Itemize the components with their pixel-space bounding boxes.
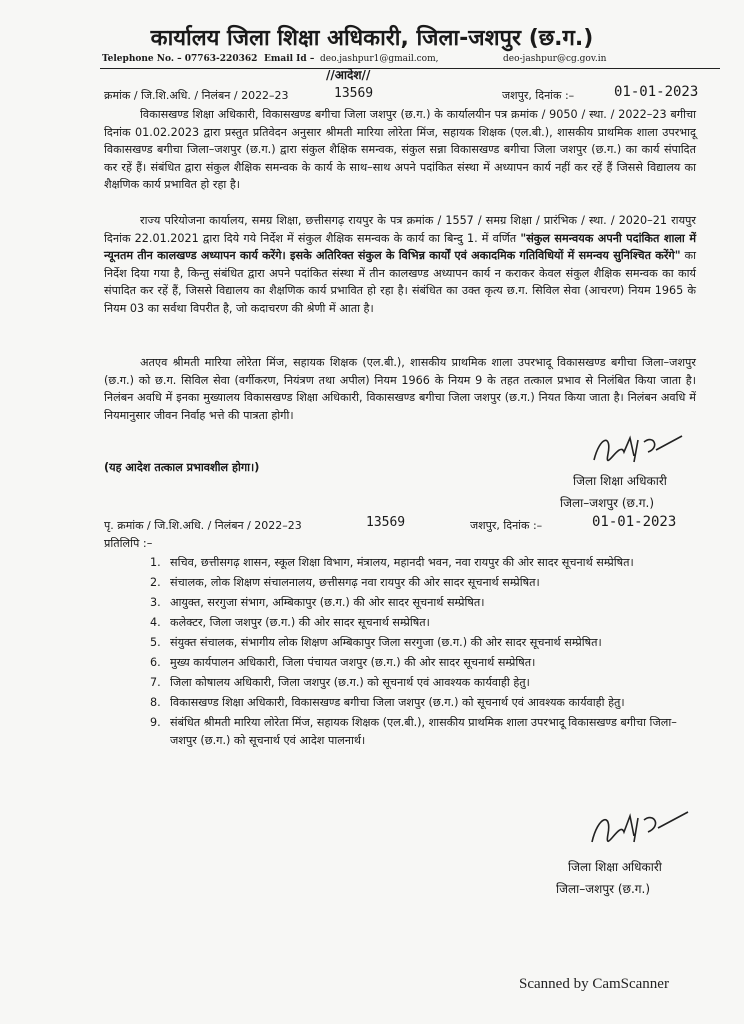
email-primary: deo.jashpur1@gmail.com, [320,54,439,64]
reference-number-handwritten: 13569 [334,86,374,101]
copy-item: 5. संयुक्त संचालक, संभागीय लोक शिक्षण अम्बिकापुर जिला सरगुजा (छ.ग.) की ओर सादर सूचनार्थ सम्प्रेषित। [150,636,602,649]
signature1-place: जिला–जशपुर (छ.ग.) [560,496,655,510]
paragraph-suspension: अतएव श्रीमती मारिया लोरेता मिंज, सहायक शिक्षक (एल.बी.), शासकीय प्राथमिक शाला उपरभादू विकासखण्ड बगीचा जिला–जशपुर (छ.ग.) को छ.ग. सिविल सेवा (वर्गीकरण, नियंत्रण तथा अपील) नियम 1966 के नियम 9 के तहत तत्काल प्रभाव से निलंबित किया जाता है। निलंबन अवधि में इनका मुख्यालय विकासखण्ड शिक्षा अधिकारी, विकासखण्ड बगीचा जिला जशपुर (छ.ग.) नियत किया जाता है। निलंबन अवधि में नियमानुसार जीवन निर्वाह भत्ते की पात्रता होगी। [104,356,696,422]
copy-item: 1. सचिव, छत्तीसगढ़ शासन, स्कूल शिक्षा विभाग, मंत्रालय, महानदी भवन, नवा रायपुर की ओर सादर सूचनार्थ सम्प्रेषित। [150,556,634,569]
scanner-watermark: Scanned by CamScanner [519,976,669,992]
copy-item: 4. कलेक्टर, जिला जशपुर (छ.ग.) की ओर सादर सूचनार्थ सम्प्रेषित। [150,616,430,629]
copy-item: 8. विकासखण्ड शिक्षा अधिकारी, विकासखण्ड बगीचा जिला जशपुर (छ.ग.) को सूचनार्थ एवं आवश्यक कार्यवाही हेतु। [150,696,625,709]
copy-item: 2. संचालक, लोक शिक्षण संचालनालय, छत्तीसगढ़ नवा रायपुर की ओर सादर सूचनार्थ सम्प्रेषित। [150,576,540,589]
order-title: //आदेश// [326,68,371,82]
paragraph-directive: राज्य परियोजना कार्यालय, समग्र शिक्षा, छत्तीसगढ़ रायपुर के पत्र क्रमांक / 1557 / समग्र शिक्षा / प्रारंभिक / स्था. / 2020–21 रायपुर दिनांक 22.01.2021 द्वारा दिये गये निर्देश में संकुल शैक्षिक समन्वक के कार्य का बिन्दु 1. में वर्णित "संकुल समन्वयक अपनी पदांकित शाला में न्यूनतम तीन कालखण्ड अध्यापन कार्य करेंगे। इसके अतिरिक्त संकुल के विभिन्न कार्यों एवं अकादमिक गतिविधियों में समन्वय सुनिश्चित करेंगे" का निर्देश दिया गया है, किन्तु संबंधित द्वारा अपने पदांकित संस्था में तीन कालखण्ड अध्यापन कार्य न कराकर केवल संकुल शैक्षिक समन्वक का कार्य संपादित कर रहें हैं, जिससे विद्यालय का शैक्षणिक कार्य प्रभावित हो रहा है। संबंधित का उक्त कृत्य छ.ग. सिविल सेवा (आचरण) नियम 1965 के नियम 03 का सर्वथा विपरीत है, जो कदाचरण की श्रेणी में आता है। [104,214,697,315]
copy-date-handwritten: 01-01-2023 [592,514,677,530]
copy-list [150,554,698,750]
telephone: Telephone No. – 07763-220362 [102,54,258,64]
order-date-handwritten: 01-01-2023 [614,84,699,100]
copy-reference-number-handwritten: 13569 [366,515,406,530]
signature-scribble-2 [588,808,692,852]
copy-label: प्रतिलिपि :– [104,537,153,550]
signature1-designation: जिला शिक्षा अधिकारी [573,474,667,488]
email-secondary: deo-jashpur@cg.gov.in [503,54,607,64]
copy-item: 7. जिला कोषालय अधिकारी, जिला जशपुर (छ.ग.) को सूचनार्थ एवं आवश्यक कार्यवाही हेतु। [150,676,530,689]
copy-item: 9. संबंधित श्रीमती मारिया लोरेता मिंज, सहायक शिक्षक (एल.बी.), शासकीय प्राथमिक शाला उपरभादू विकासखण्ड बगीचा जिला–जशपुर (छ.ग.) को सूचनार्थ एवं आदेश पालनार्थ। [150,716,677,747]
header-divider [100,68,720,69]
reference-number: क्रमांक / जि.शि.अधि. / निलंबन / 2022–23 [104,89,289,102]
effect-note: (यह आदेश तत्काल प्रभावशील होगा।) [104,461,260,474]
signature2-place: जिला–जशपुर (छ.ग.) [556,882,651,896]
place-date-label: जशपुर, दिनांक :– [502,89,575,102]
copy-item: 6. मुख्य कार्यपालन अधिकारी, जिला पंचायत जशपुर (छ.ग.) की ओर सादर सूचनार्थ सम्प्रेषित। [150,656,536,669]
email-label: Email Id – [264,54,315,64]
paragraph-report: विकासखण्ड शिक्षा अधिकारी, विकासखण्ड बगीचा जिला जशपुर (छ.ग.) के कार्यालयीन पत्र क्रमांक / 9050 / स्था. / 2022–23 बगीचा दिनांक 01.02.2023 द्वारा प्रस्तुत प्रतिवेदन अनुसार श्रीमती मारिया लोरेता मिंज, सहायक शिक्षक (एल.बी.), शासकीय प्राथमिक शाला उपरभादू विकासखण्ड बगीचा जिला–जशपुर (छ.ग.) द्वारा संकुल शैक्षिक समन्वक, संकुल सन्ना विकासखण्ड बगीचा जिला जशपुर (छ.ग.) का कार्य संपादित कर रहें हैं। संबंधित द्वारा संकुल शैक्षिक समन्वक के कार्य के साथ–साथ अपने पदांकित संस्था में अध्यापन कार्य नहीं कर रहें हैं जिससे विद्यालय का शैक्षणिक कार्य प्रभावित हो रहा है। [104,108,696,192]
office-title: कार्यालय जिला शिक्षा अधिकारी, जिला-जशपुर (छ.ग.) [150,26,594,51]
directive-quote: "संकुल समन्वयक अपनी पदांकित शाला में न्यूनतम तीन कालखण्ड अध्यापन कार्य करेंगे। इसके अतिरिक्त संकुल के विभिन्न कार्यों एवं अकादमिक गतिविधियों में समन्वय सुनिश्चित करेंगे" [104,231,697,263]
copy-place-date-label: जशपुर, दिनांक :– [470,519,543,532]
copy-item: 3. आयुक्त, सरगुजा संभाग, अम्बिकापुर (छ.ग.) की ओर सादर सूचनार्थ सम्प्रेषित। [150,596,485,609]
copy-reference-number: पृ. क्रमांक / जि.शि.अधि. / निलंबन / 2022–23 [104,519,302,532]
signature2-designation: जिला शिक्षा अधिकारी [568,860,662,874]
signature-scribble-1 [590,430,686,470]
